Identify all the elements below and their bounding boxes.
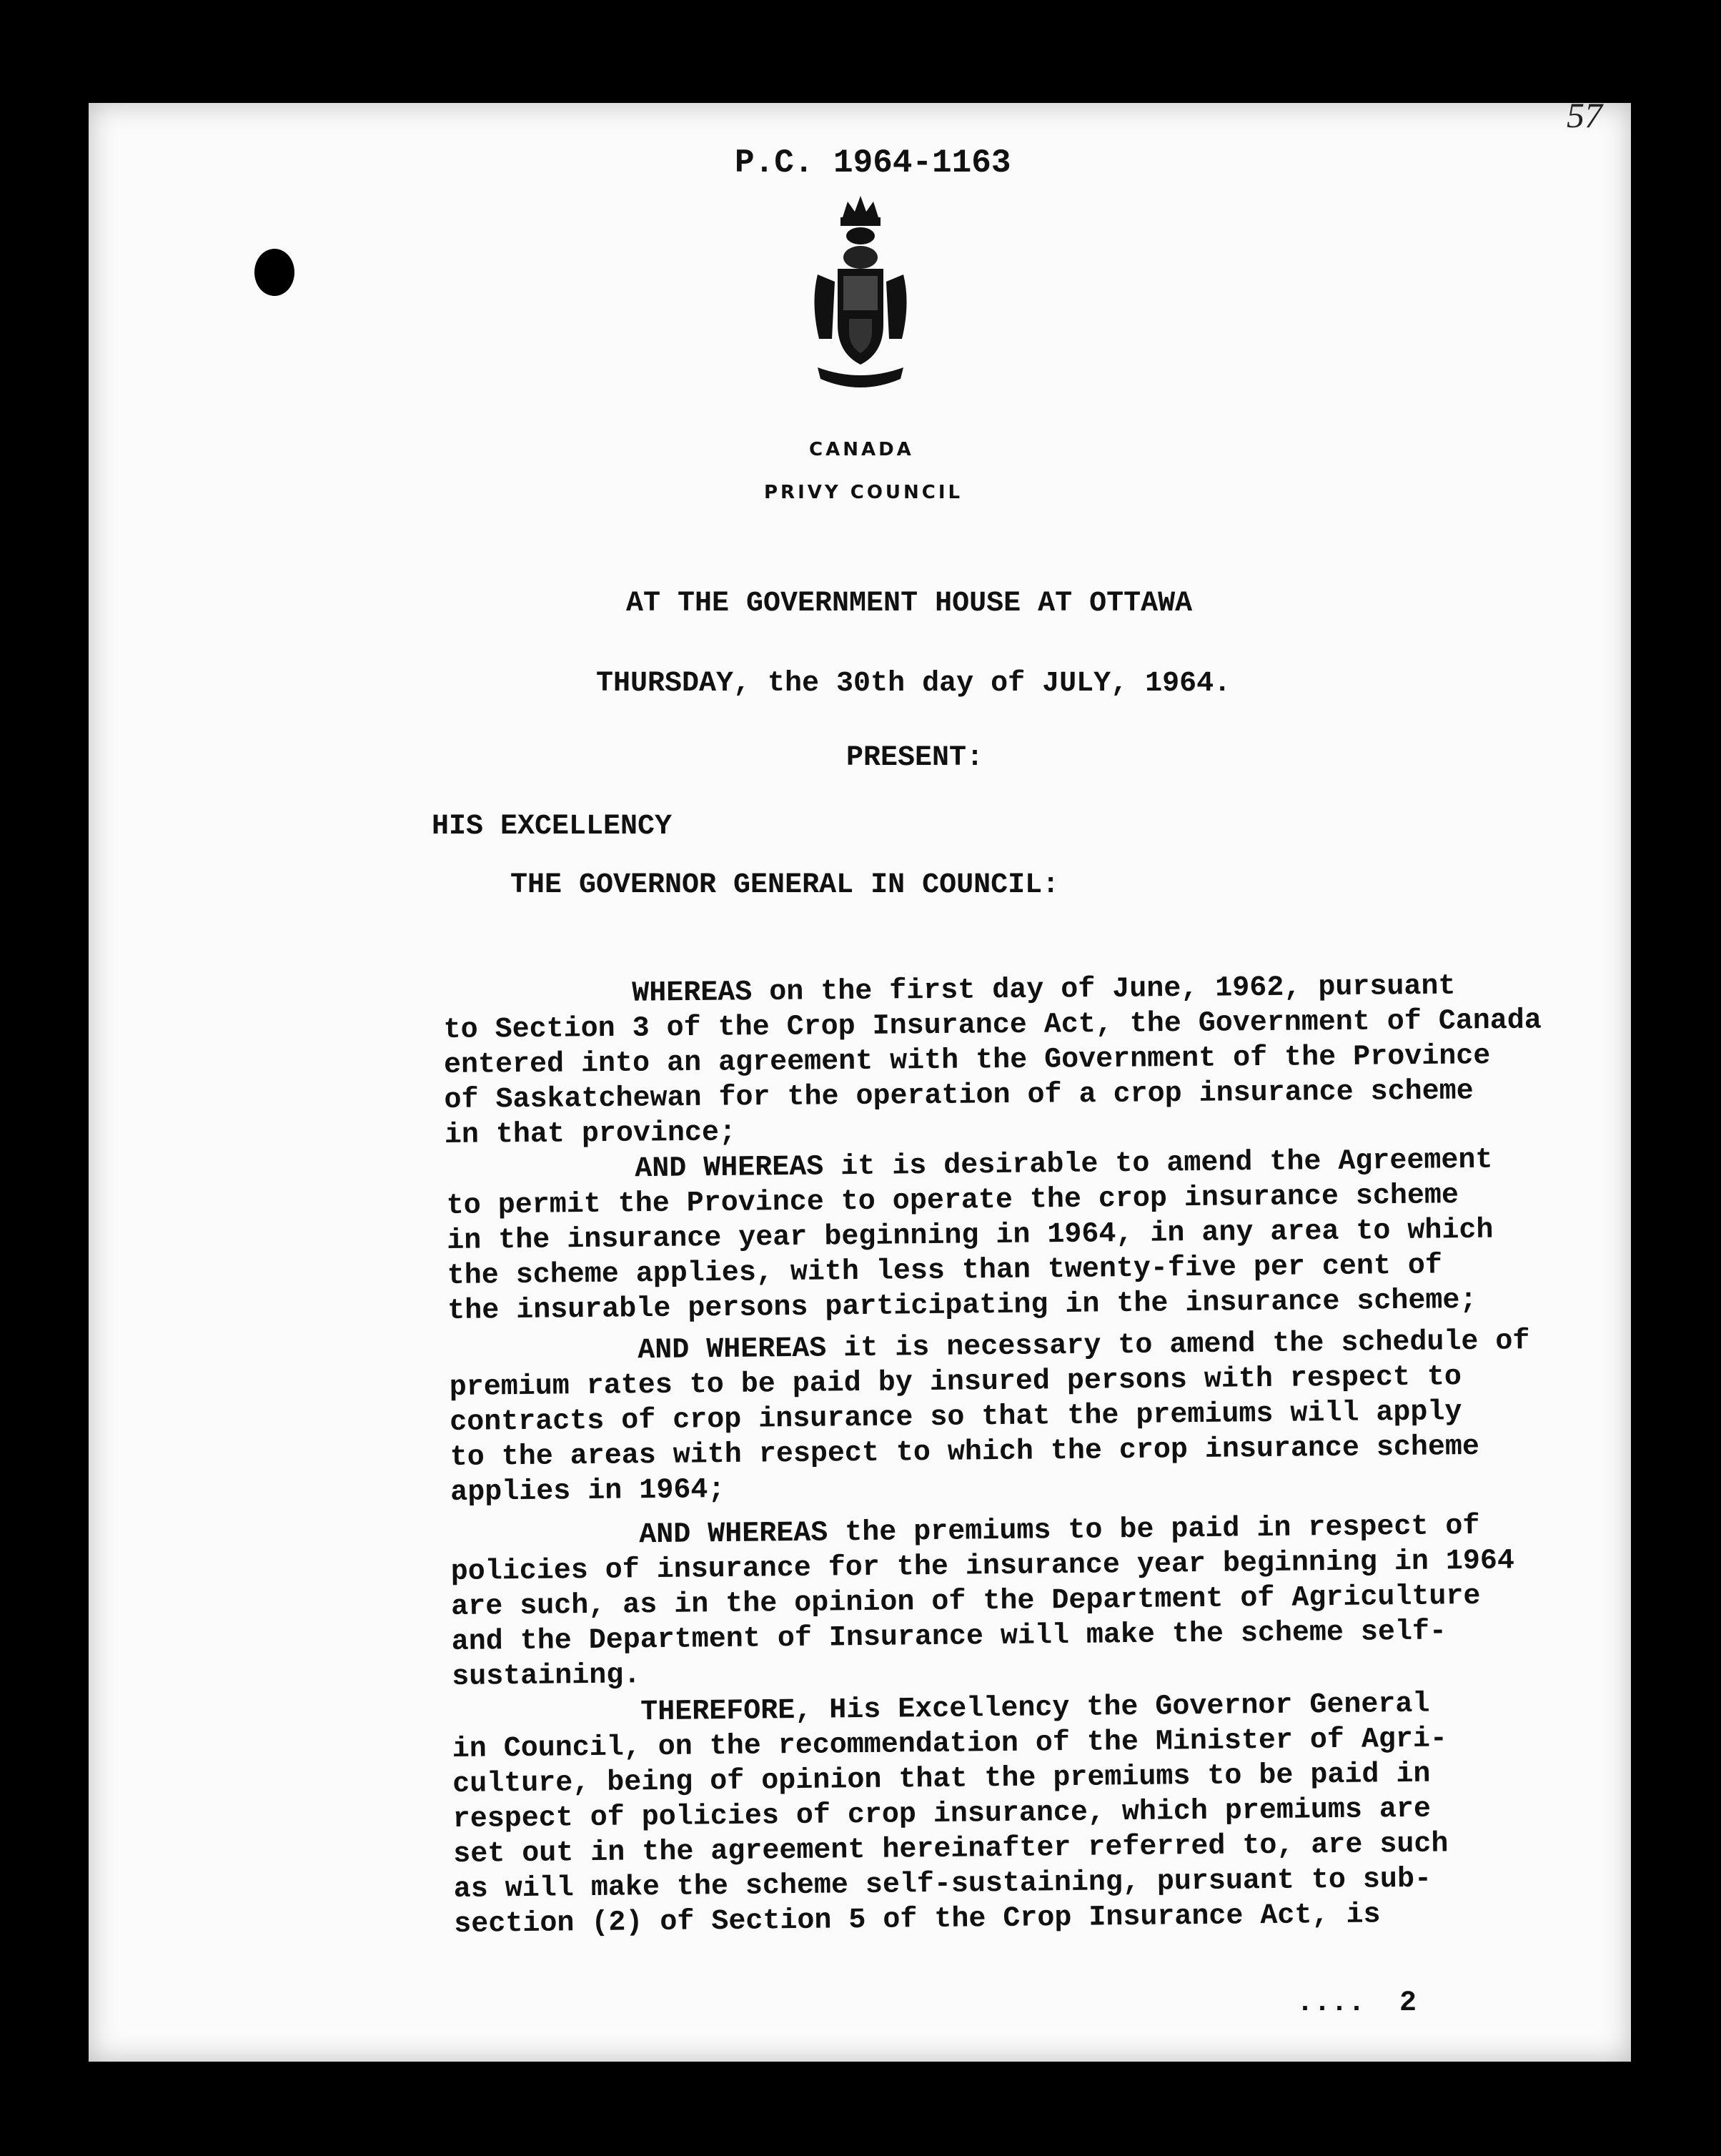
paragraph-whereas-2: AND WHEREAS it is desirable to amend the Agreement to permit the Province to operate the crop insurance scheme in the insurance year beginning in 1964, in any area to which the scheme applies, with less than twenty-five per cent of the insurable persons participating in the insurance scheme; bbox=[446, 1144, 1494, 1327]
document-page bbox=[89, 95, 1631, 2062]
place-line: AT THE GOVERNMENT HOUSE AT OTTAWA bbox=[626, 588, 1193, 620]
governor-general-line: THE GOVERNOR GENERAL IN COUNCIL: bbox=[510, 869, 1060, 901]
paragraph-whereas-4: AND WHEREAS the premiums to be paid in respect of policies of insurance for the insurance year beginning in 1964 are such, as in the opinion of the Department of Agriculture and the Department of Insurance will make the scheme self- sustaining. bbox=[450, 1510, 1515, 1693]
council-label: PRIVY COUNCIL bbox=[764, 482, 963, 503]
present-label: PRESENT: bbox=[846, 742, 984, 774]
order-number: P.C. 1964-1163 bbox=[735, 144, 1011, 182]
paragraph-whereas-1: WHEREAS on the first day of June, 1962, pursuant to Section 3 of the Crop Insurance Act, the Government of Canada entered into an agreement with the Government of the Province of Saskatchewan for the operation of a crop insurance scheme in that province; bbox=[443, 970, 1542, 1152]
country-label: CANADA bbox=[809, 439, 914, 460]
continuation-marker: .... 2 bbox=[1296, 1987, 1417, 2019]
paragraph-whereas-3: AND WHEREAS it is necessary to amend the schedule of premium rates to be paid by insured persons with respect to contracts of crop insurance so that the premiums will apply to the areas with respect to which the crop insurance scheme applies in 1964; bbox=[449, 1325, 1530, 1509]
coat-of-arms-icon bbox=[803, 189, 918, 403]
excellency-line: HIS EXCELLENCY bbox=[432, 811, 673, 843]
paragraph-therefore: THEREFORE, His Excellency the Governor General in Council, on the recommendation of the Minister of Agri- culture, being of opinion that the premiums to be paid in respect of policies of crop insurance, which premiums are set out in the agreement hereinafter referred to, are such as will make the scheme self-sustaining, pursuant to sub- section (2) of Section 5 of the Crop Insurance Act, is bbox=[452, 1688, 1449, 1941]
folio-number: 57 bbox=[1567, 95, 1602, 135]
punch-hole bbox=[254, 249, 294, 296]
date-line: THURSDAY, the 30th day of JULY, 1964. bbox=[596, 668, 1231, 700]
